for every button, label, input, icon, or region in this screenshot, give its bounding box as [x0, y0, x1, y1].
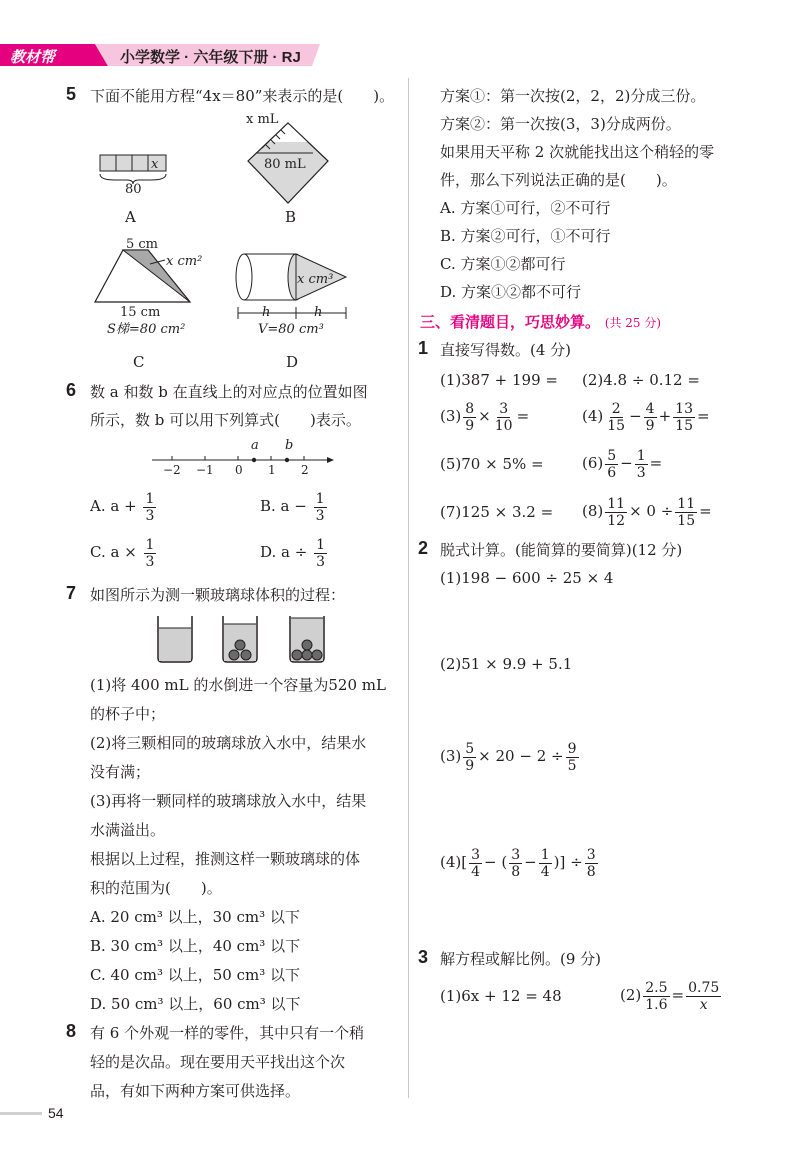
question-8-line-3: 品，有如下两种方案可供选择。	[90, 1082, 301, 1100]
p2-item-4: (4)[ $\frac{3}{4}$ − ( $\frac{3}{8}$ − $\frac{1}{4}$ )] ÷ $\frac{3}{8}$	[440, 846, 596, 880]
question-6-option-d[interactable]: D. a ÷ $\frac{1}{3}$	[260, 536, 326, 570]
question-5-number: 5	[66, 84, 77, 104]
p1-item-5: (5)70 × 5% =	[440, 455, 544, 473]
question-7-option-c[interactable]: C. 40 cm³ 以上，50 cm³ 以下	[90, 966, 301, 984]
question-8-ask-1: 如果用天平称 2 次就能找出这个稍轻的零	[440, 143, 715, 161]
question-7-step-2b: 没有满；	[90, 763, 151, 781]
question-8-plan-2: 方案②：第一次按(3，3)分成两份。	[440, 115, 681, 133]
problem-3-title: 解方程或解比例。(9 分)	[440, 950, 602, 968]
footer-dash	[0, 1112, 42, 1115]
problem-1-title: 直接写得数。(4 分)	[440, 341, 572, 359]
question-6-option-c[interactable]: C. a × $\frac{1}{3}$	[90, 536, 155, 570]
problem-2-number: 2	[418, 538, 429, 558]
figure-d-cone-label: x cm³	[297, 272, 334, 287]
figure-d-h2: h	[314, 305, 323, 320]
question-7-option-b[interactable]: B. 30 cm³ 以上，40 cm³ 以下	[90, 937, 301, 955]
figure-c-side-label: x cm²	[166, 254, 203, 269]
figure-b-top-label: x mL	[246, 112, 279, 127]
page-number: 54	[48, 1105, 64, 1121]
p1-item-8: (8) $\frac{11}{12}$ × 0 ÷ $\frac{11}{15}$ =	[582, 495, 712, 529]
tick-minus-1: −1	[196, 463, 214, 477]
question-8-option-a[interactable]: A. 方案①可行，②不可行	[440, 199, 611, 217]
question-6-option-a[interactable]: A. a + $\frac{1}{3}$	[90, 490, 155, 524]
figure-b-inner-label: 80 mL	[264, 157, 306, 172]
question-6-line-1: 数 a 和数 b 在直线上的对应点的位置如图	[90, 383, 368, 401]
question-8-option-b[interactable]: B. 方案②可行，①不可行	[440, 227, 611, 245]
question-8-ask-2: 件，那么下列说法正确的是( )。	[440, 171, 677, 189]
beaker-1	[158, 616, 192, 662]
figure-d-cylinder-cone	[228, 250, 353, 325]
header-title: 小学数学 · 六年级下册 · RJ	[120, 49, 301, 66]
figure-a-label: A	[125, 208, 136, 226]
question-8-option-d[interactable]: D. 方案①②都不可行	[440, 283, 582, 301]
point-b-label: b	[285, 438, 294, 453]
p2-item-2: (2)51 × 9.9 + 5.1	[440, 655, 573, 673]
question-6-option-b[interactable]: B. a − $\frac{1}{3}$	[260, 490, 325, 524]
question-6-line-2: 所示，数 b 可以用下列算式( )表示。	[90, 411, 361, 429]
question-8-number: 8	[66, 1021, 77, 1041]
figure-a-x-label: x	[151, 157, 159, 172]
problem-1-number: 1	[418, 338, 429, 358]
question-6-number: 6	[66, 380, 77, 400]
question-5-text: 下面不能用方程“4x＝80”来表示的是( )。	[90, 87, 395, 105]
question-7-ask-1: 根据以上过程，推测这样一颗玻璃球的体	[90, 850, 361, 868]
question-7-step-2a: (2)将三颗相同的玻璃球放入水中，结果水	[90, 734, 367, 752]
question-7-option-a[interactable]: A. 20 cm³ 以上，30 cm³ 以下	[90, 908, 300, 926]
tick-1: 1	[268, 463, 276, 477]
question-7-step-1b: 的杯子中；	[90, 705, 166, 723]
tick-minus-2: −2	[163, 463, 181, 477]
figure-c-top-label: 5 cm	[126, 237, 159, 252]
question-7-step-3b: 水满溢出。	[90, 821, 166, 839]
question-8-line-2: 轻的是次品。现在要用天平找出这个次	[90, 1053, 346, 1071]
figure-c-bottom-label: 15 cm	[120, 305, 161, 320]
p1-item-6: (6) $\frac{5}{6}$ − $\frac{1}{3}$ =	[582, 447, 663, 481]
p1-item-1: (1)387 + 199 =	[440, 371, 558, 389]
p2-item-1: (1)198 − 600 ÷ 25 × 4	[440, 569, 614, 587]
p3-item-1: (1)6x + 12 = 48	[440, 987, 562, 1005]
question-7-ask-2: 积的范围为( )。	[90, 879, 222, 897]
p1-item-7: (7)125 × 3.2 =	[440, 503, 554, 521]
figure-d-h1: h	[262, 305, 271, 320]
question-7-option-d[interactable]: D. 50 cm³ 以上，60 cm³ 以下	[90, 995, 301, 1013]
figure-c-label: C	[133, 353, 145, 371]
problem-3-number: 3	[418, 947, 429, 967]
column-divider	[408, 78, 409, 1098]
section-3-title: 三、看清题目，巧思妙算。	[420, 314, 601, 331]
p1-item-3: (3) $\frac{8}{9}$ × $\frac{3}{10}$ =	[440, 400, 530, 434]
figure-b-label: B	[285, 208, 297, 226]
problem-2-title: 脱式计算。(能简算的要简算)(12 分)	[440, 541, 683, 559]
figure-c-area-label: S梯=80 cm²	[107, 322, 186, 337]
p2-item-3: (3) $\frac{5}{9}$ × 20 − 2 ÷ $\frac{9}{5}$	[440, 740, 577, 774]
question-8-plan-1: 方案①：第一次按(2，2，2)分成三份。	[440, 87, 706, 105]
question-7-number: 7	[66, 583, 77, 603]
section-3-heading	[420, 312, 661, 333]
question-7-step-1a: (1)将 400 mL 的水倒进一个容量为520 mL	[90, 676, 386, 694]
tick-0: 0	[235, 463, 243, 477]
question-7-step-3a: (3)再将一颗同样的玻璃球放入水中，结果	[90, 792, 367, 810]
p3-item-2: (2) $\frac{2.5}{1.6}$ = $\frac{0.75}{x}$	[620, 979, 720, 1013]
figure-d-volume-label: V=80 cm³	[258, 322, 324, 337]
header-bar	[0, 40, 320, 70]
section-3-score: (共 25 分)	[604, 316, 662, 330]
figure-a-total: 80	[125, 182, 142, 197]
brand-label: 教材帮	[10, 49, 56, 66]
tick-2: 2	[301, 463, 309, 477]
question-7-intro: 如图所示为测一颗玻璃球体积的过程：	[90, 586, 346, 604]
point-a-label: a	[251, 438, 259, 453]
figure-d-label: D	[286, 353, 299, 371]
beaker-2	[223, 616, 257, 662]
p1-item-2: (2)4.8 ÷ 0.12 =	[582, 371, 700, 389]
question-8-line-1: 有 6 个外观一样的零件，其中只有一个稍	[90, 1024, 365, 1042]
beaker-3	[290, 616, 324, 662]
p1-item-4: (4) $\frac{2}{15}$ − $\frac{4}{9}$ + $\frac{13}{15}$ =	[582, 400, 710, 434]
beakers-figure	[150, 612, 340, 666]
question-8-option-c[interactable]: C. 方案①②都可行	[440, 255, 566, 273]
